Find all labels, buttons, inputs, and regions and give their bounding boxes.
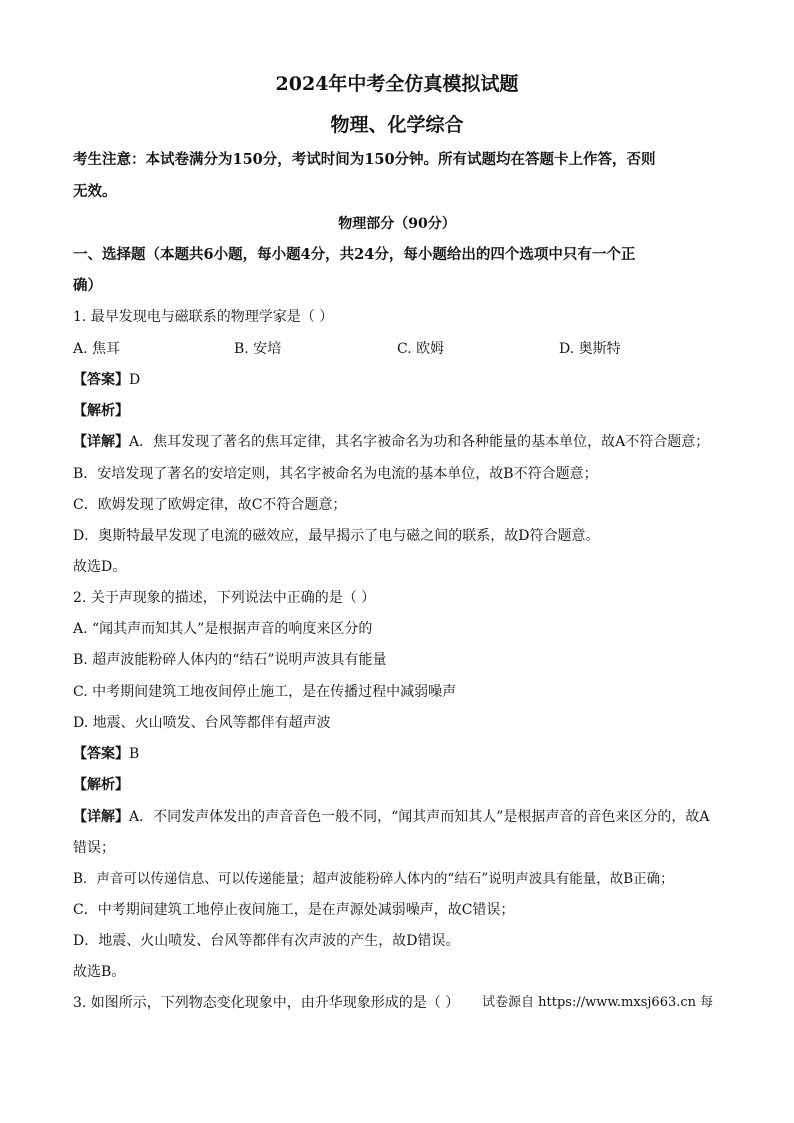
q1-detail-2: B．安培发现了著名的安培定则，其名字被命名为电流的基本单位，故B不符合题意； — [73, 466, 598, 482]
detail-text: A．不同发声体发出的声音音色一般不同，“闻其声而知其人”是根据声音的音色来区分的，故A — [129, 809, 710, 825]
q2-detail-3: C．中考期间建筑工地停止夜间施工，是在声源处减弱噪声，故C错误； — [73, 902, 515, 918]
answer-tag: 【答案】 — [73, 746, 129, 762]
answer-tag: 【答案】 — [73, 372, 129, 388]
q1-answer — [73, 371, 140, 389]
q2-option-c: C. 中考期间建筑工地夜间停止施工，是在传播过程中减弱噪声 — [73, 684, 457, 700]
q2-option-a: A. “闻其声而知其人”是根据声音的响度来区分的 — [73, 621, 373, 637]
q1-option-d: D. 奥斯特 — [559, 341, 621, 357]
answer-value: D — [129, 372, 141, 388]
q3-source-note: 试卷源自 https://www.mxsj663.cn 每 — [482, 995, 714, 1010]
analysis-tag: 【解析】 — [73, 777, 129, 793]
q1-option-b: B. 安培 — [234, 341, 282, 357]
q2-detail-1 — [73, 808, 710, 826]
q2-answer — [73, 745, 139, 763]
q2-option-b: B. 超声波能粉碎人体内的“结石”说明声波具有能量 — [73, 652, 387, 668]
q2-detail-1b: 错误； — [73, 840, 115, 856]
notice-line-2: 无效。 — [73, 183, 117, 200]
q2-stem: 2. 关于声现象的描述，下列说法中正确的是（ ） — [73, 590, 376, 606]
analysis-tag: 【解析】 — [73, 403, 129, 419]
q1-detail-3: C．欧姆发现了欧姆定律，故C不符合题意； — [73, 497, 347, 513]
q1-analysis-tag — [73, 402, 129, 420]
q3-stem: 3. 如图所示，下列物态变化现象中，由升华现象形成的是（ ） — [73, 995, 460, 1011]
detail-tag: 【详解】 — [73, 809, 129, 825]
q1-detail-4: D．奥斯特最早发现了电流的磁效应，最早揭示了电与磁之间的联系，故D符合题意。 — [73, 528, 600, 544]
q2-detail-4: D．地震、火山喷发、台风等都伴有次声波的产生，故D错误。 — [73, 933, 460, 949]
detail-tag: 【详解】 — [73, 434, 129, 450]
exam-subtitle: 物理、化学综合 — [330, 114, 464, 136]
q1-option-a: A. 焦耳 — [73, 341, 121, 357]
q1-option-c: C. 欧姆 — [397, 341, 445, 357]
q1-conclusion: 故选D。 — [73, 559, 127, 575]
q2-conclusion: 故选B。 — [73, 964, 126, 980]
section-heading: 物理部分（90分） — [338, 216, 456, 232]
answer-value: B — [129, 746, 140, 762]
exam-title: 2024年中考全仿真模拟试题 — [275, 73, 519, 95]
notice-line-1: 考生注意：本试卷满分为150分，考试时间为150分钟。所有试题均在答题卡上作答，否则 — [73, 151, 656, 168]
part1-heading-1: 一、选择题（本题共6小题，每小题4分，共24分，每小题给出的四个选项中只有一个正 — [73, 246, 636, 263]
q2-analysis-tag — [73, 776, 129, 794]
q1-stem: 1. 最早发现电与磁联系的物理学家是（ ） — [73, 309, 334, 325]
q1-detail-1 — [73, 433, 709, 451]
q2-option-d: D. 地震、火山喷发、台风等都伴有超声波 — [73, 715, 331, 731]
q2-detail-2: B．声音可以传递信息、可以传递能量；超声波能粉碎人体内的“结石”说明声波具有能量，故B正确； — [73, 871, 674, 887]
part1-heading-2: 确） — [73, 277, 102, 294]
detail-text: A．焦耳发现了著名的焦耳定律，其名字被命名为功和各种能量的基本单位，故A不符合题意； — [129, 434, 710, 450]
